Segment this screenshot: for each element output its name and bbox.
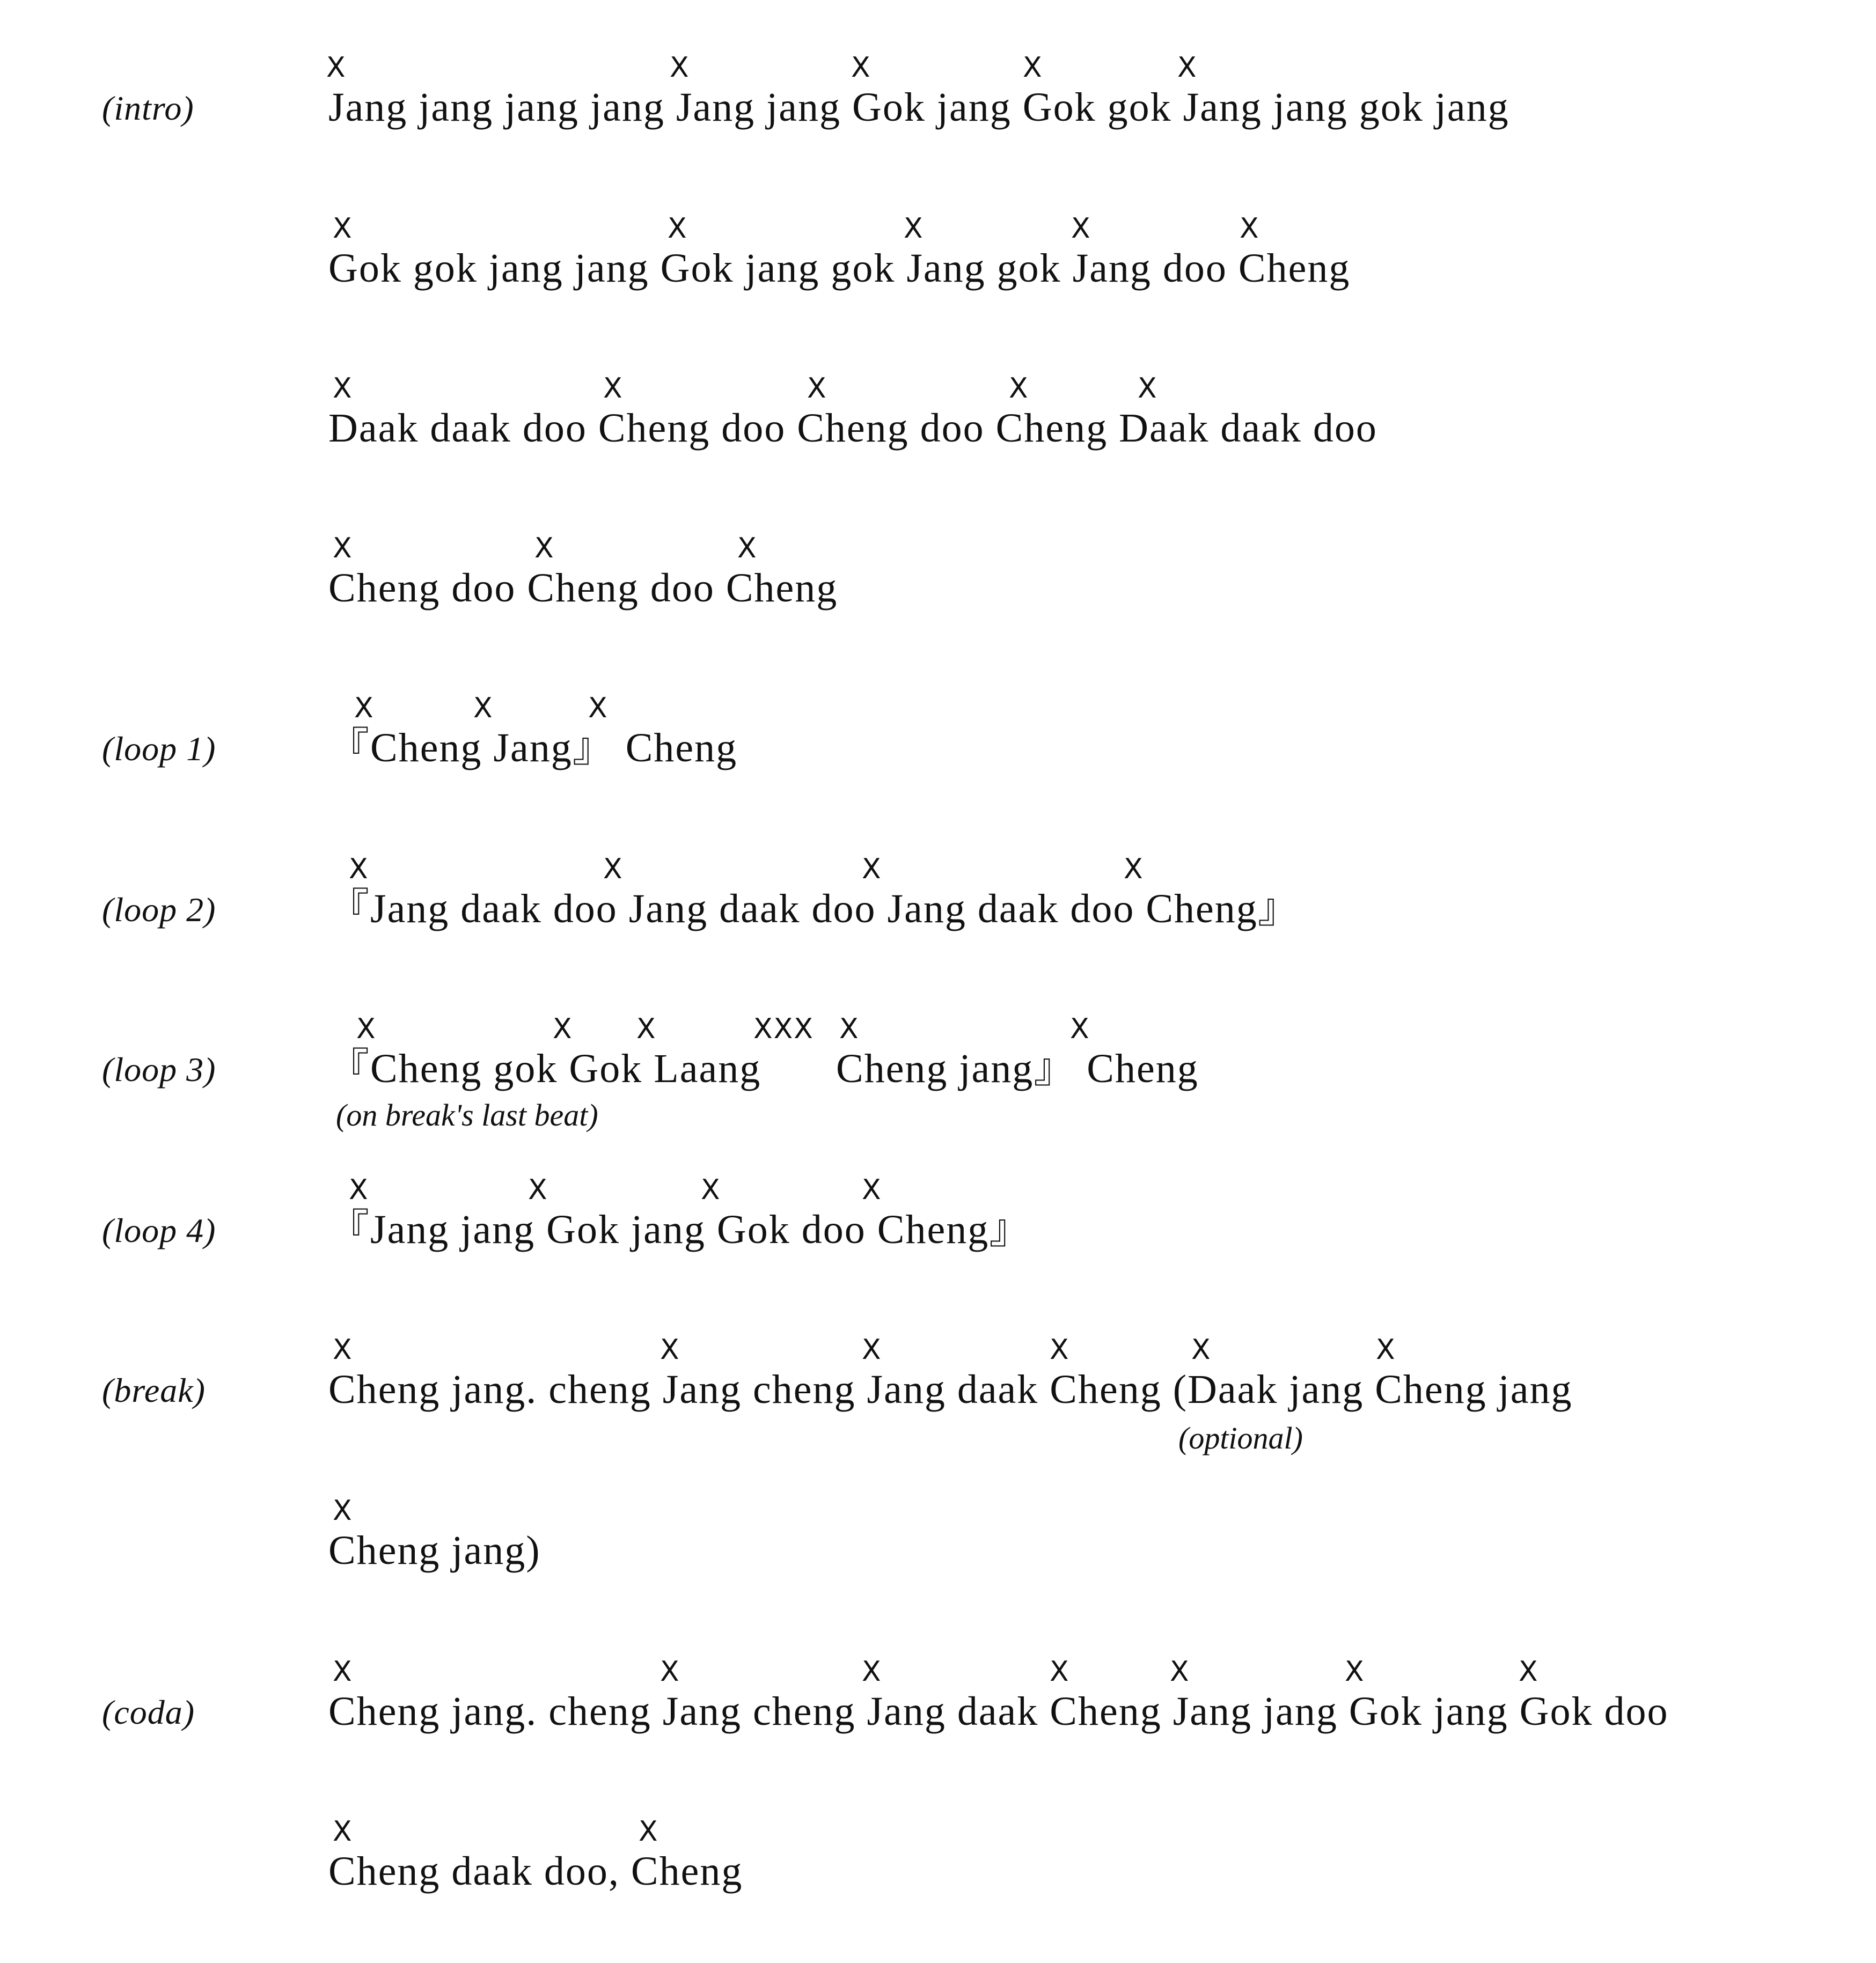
section-label-coda: (coda) xyxy=(102,1693,195,1731)
beat-marker: X xyxy=(1070,1013,1089,1045)
beat-marker: X xyxy=(1050,1656,1069,1688)
beat-marker: X xyxy=(603,372,622,405)
loop-1-line: 『Cheng Jang』 Cheng xyxy=(328,725,738,770)
beat-marker: X xyxy=(534,532,554,564)
beat-marker: X xyxy=(1191,1334,1211,1366)
beat-marker: X xyxy=(349,853,368,885)
beat-marker: X xyxy=(1240,212,1259,245)
beat-marker: X xyxy=(807,372,826,405)
beat-marker: X xyxy=(354,692,373,724)
beat-marker: X xyxy=(326,52,346,84)
beat-marker: X xyxy=(473,692,493,724)
beat-marker: X xyxy=(1071,212,1090,245)
beat-marker: X xyxy=(528,1174,547,1206)
beat-marker: X xyxy=(1138,372,1157,405)
beat-marker: X xyxy=(1124,853,1143,885)
section-label-loop-1: (loop 1) xyxy=(102,730,216,768)
section-label-break: (break) xyxy=(102,1371,206,1409)
beat-marker: X xyxy=(603,853,622,885)
intro-line-4: Cheng doo Cheng doo Cheng xyxy=(328,565,838,611)
intro-line-1: Jang jang jang jang Jang jang Gok jang Gok gok Jang jang gok jang xyxy=(328,85,1509,130)
beat-marker: X xyxy=(862,853,881,885)
beat-marker: X xyxy=(1170,1656,1189,1688)
section-label-loop-2: (loop 2) xyxy=(102,891,216,929)
beat-marker: X xyxy=(636,1013,656,1045)
beat-marker: X xyxy=(701,1174,720,1206)
beat-marker: X xyxy=(588,692,607,724)
break-line-1: Cheng jang. cheng Jang cheng Jang daak Cheng (Daak jang Cheng jang xyxy=(328,1367,1573,1412)
beat-marker: X xyxy=(1009,372,1028,405)
section-label-intro: (intro) xyxy=(102,89,194,127)
break-note: (optional) xyxy=(1178,1421,1303,1455)
beat-marker: X xyxy=(862,1174,881,1206)
intro-line-3: Daak daak doo Cheng doo Cheng doo Cheng Daak daak doo xyxy=(328,406,1377,451)
loop-3-line-part-1: 『Cheng gok Gok Laang xyxy=(328,1046,761,1091)
beat-marker: X xyxy=(333,1656,352,1688)
beat-marker: X xyxy=(1519,1656,1538,1688)
beat-marker: X xyxy=(904,212,923,245)
section-label-loop-3: (loop 3) xyxy=(102,1050,216,1089)
loop-2-line: 『Jang daak doo Jang daak doo Jang daak doo Cheng』 xyxy=(328,886,1300,931)
beat-marker: X xyxy=(660,1334,679,1366)
beat-marker: X xyxy=(862,1334,881,1366)
break-line-2: Cheng jang) xyxy=(328,1528,541,1573)
beat-marker: X xyxy=(862,1656,881,1688)
beat-marker: X xyxy=(356,1013,376,1045)
beat-marker: X xyxy=(553,1013,572,1045)
section-label-loop-4: (loop 4) xyxy=(102,1211,216,1249)
beat-marker: X xyxy=(1023,52,1042,84)
loop-3-line-part-2: Cheng jang』 Cheng xyxy=(836,1046,1199,1091)
beat-marker: X xyxy=(839,1013,859,1045)
beat-marker: X xyxy=(1177,52,1197,84)
beat-marker: X xyxy=(737,532,757,564)
beat-marker: X xyxy=(333,212,352,245)
beat-marker: X xyxy=(333,372,352,405)
beat-marker: X xyxy=(660,1656,679,1688)
beat-marker: X xyxy=(333,1495,352,1527)
intro-line-2: Gok gok jang jang Gok jang gok Jang gok Jang doo Cheng xyxy=(328,246,1351,291)
beat-marker: X xyxy=(668,212,687,245)
beat-marker: X xyxy=(349,1174,368,1206)
loop-3-note: (on break's last beat) xyxy=(336,1098,598,1133)
beat-marker: X xyxy=(670,52,689,84)
beat-marker: X xyxy=(1050,1334,1069,1366)
beat-marker: X xyxy=(333,532,352,564)
coda-line-1: Cheng jang. cheng Jang cheng Jang daak Cheng Jang jang Gok jang Gok doo xyxy=(328,1689,1669,1734)
beat-marker: X xyxy=(1376,1334,1395,1366)
beat-marker: X xyxy=(333,1815,352,1848)
beat-marker: X xyxy=(639,1815,658,1848)
beat-marker: X xyxy=(1345,1656,1364,1688)
beat-marker: X xyxy=(851,52,870,84)
coda-line-2: Cheng daak doo, Cheng xyxy=(328,1849,743,1894)
beat-marker: X xyxy=(333,1334,352,1366)
triple-beat-marker: XXX xyxy=(753,1013,814,1045)
loop-4-line: 『Jang jang Gok jang Gok doo Cheng』 xyxy=(328,1207,1031,1252)
